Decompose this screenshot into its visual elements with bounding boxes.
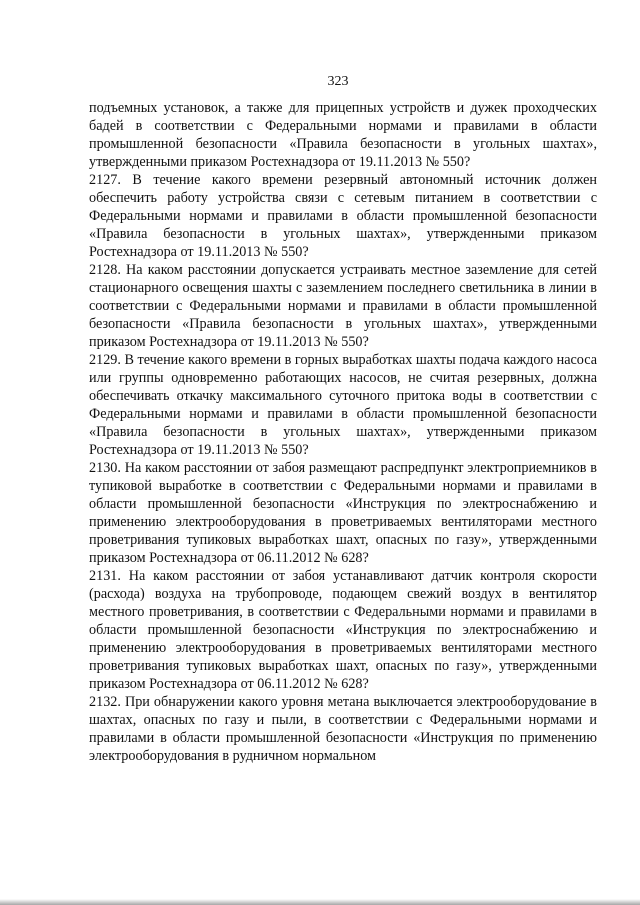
page-number: 323 [327, 74, 349, 89]
document-body [89, 99, 597, 765]
question-2130: 2130. На каком расстоянии от забоя размещают распредпункт электроприемников в тупиковой выработке в соответствии с Федеральными нормами и правилами в области промышленной безопасности «Инструкция по электроснабжению и применению электрооборудования в проветриваемых вентиляторами местного проветривания тупиковых выработках шахт, опасных по газу», утвержденными приказом Ростехнадзора от 06.11.2012 № 628? [89, 460, 597, 566]
question-2131: 2131. На каком расстоянии от забоя устанавливают датчик контроля скорости (расхода) воздуха на трубопроводе, подающем свежий воздух в вентилятор местного проветривания, в соответствии с Федеральными нормами и правилами в области промышленной безопасности «Инструкция по электроснабжению и применению электрооборудования в проветриваемых вентиляторами местного проветривания тупиковых выработках шахт, опасных по газу», утвержденными приказом Ростехнадзора от 06.11.2012 № 628? [89, 568, 597, 692]
paragraph-continuation: подъемных установок, а также для прицепных устройств и дужек проходческих бадей в соответствии с Федеральными нормами и правилами в области промышленной безопасности «Правила безопасности в угольных шахтах», утвержденными приказом Ростехнадзора от 19.11.2013 № 550? [89, 100, 597, 170]
scan-bottom-edge [0, 899, 640, 905]
question-2128: 2128. На каком расстоянии допускается устраивать местное заземление для сетей стационарного освещения шахты с заземлением последнего светильника в линии в соответствии с Федеральными нормами и правилами в области промышленной безопасности «Правила безопасности в угольных шахтах», утвержденными приказом Ростехнадзора от 19.11.2013 № 550? [89, 262, 597, 350]
question-2127: 2127. В течение какого времени резервный автономный источник должен обеспечить работу устройства связи с сетевым питанием в соответствии с Федеральными нормами и правилами в области промышленной безопасности «Правила безопасности в угольных шахтах», утвержденными приказом Ростехнадзора от 19.11.2013 № 550? [89, 172, 597, 260]
question-2132: 2132. При обнаружении какого уровня метана выключается электрооборудование в шахтах, опасных по газу и пыли, в соответствии с Федеральными нормами и правилами в области промышленной безопасности «Инструкция по применению электрооборудования в рудничном нормальном [89, 694, 597, 764]
question-2129: 2129. В течение какого времени в горных выработках шахты подача каждого насоса или группы одновременно работающих насосов, не считая резервных, должна обеспечивать откачку максимального суточного притока воды в соответствии с Федеральными нормами и правилами в области промышленной безопасности «Правила безопасности в угольных шахтах», утвержденными приказом Ростехнадзора от 19.11.2013 № 550? [89, 352, 597, 458]
